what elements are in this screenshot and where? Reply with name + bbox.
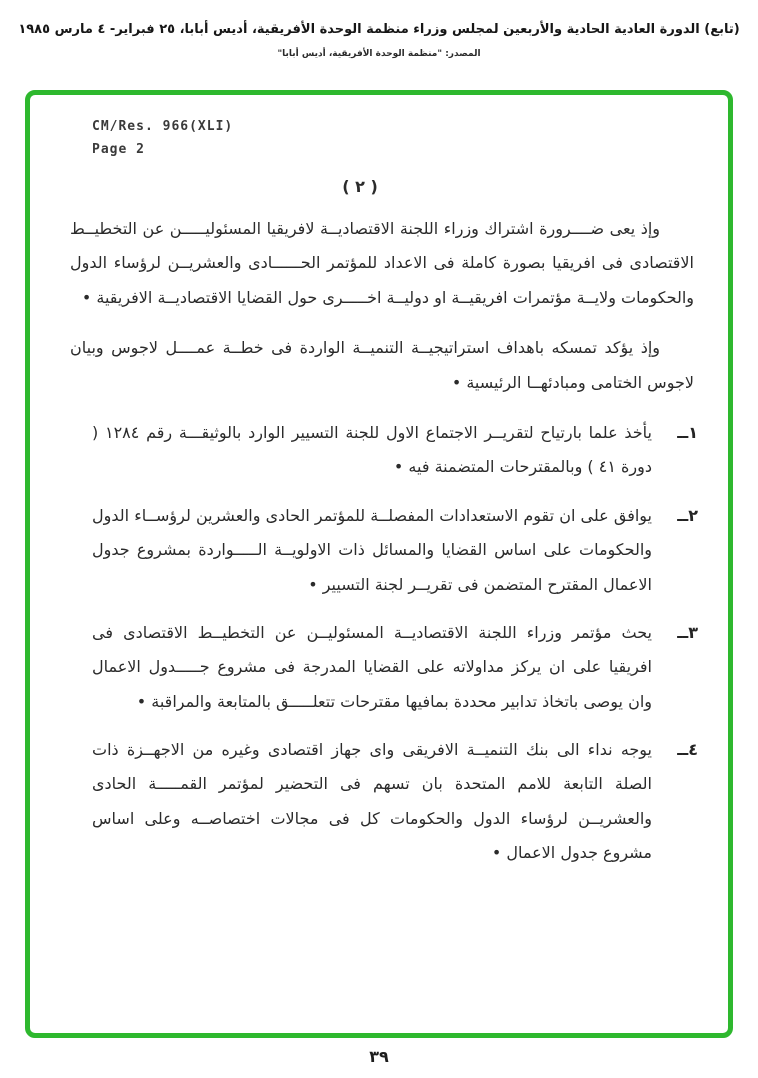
preamble-paragraph-2: وإذ يؤكد تمسكه باهداف استراتيجيــة التنميــة الواردة فى خطــة عمــــل لاجوس وبيان لاجوس الختامى ومبادئهــا الرئيسية • <box>70 338 694 392</box>
item-text: يأخذ علما بارتياح لتقريــر الاجتماع الاول للجنة التسيير الوارد بالوثيقـــة رقم ١٢٨٤ ( دورة ٤١ ) وبالمقترحات المتضمنة فيه • <box>92 422 653 477</box>
resolution-item-2 <box>70 499 698 602</box>
document-scan-frame <box>25 90 733 1038</box>
item-text: يوافق على ان تقوم الاستعدادات المفصلــة للمؤتمر الحادى والعشرين لرؤســاء الدول والحكومات على اساس القضايا والمسائل ذات الاولويــة الـــــواردة بمشروع جدول الاعمال المقترح المتضمن فى تقريــر لجنة التسيير • <box>92 505 652 594</box>
item-text: يحث مؤتمر وزراء اللجنة الاقتصاديــة المسئوليــن عن التخطيــط الاقتصادى فى افريقيا على ان يركز مداولاته على القضايا المدرجة فى مشروع جـــــدول الاعمال وان يوصى باتخاذ تدابير محددة بمافيها مقترحات تتعلـــــق بالمتابعة والمراقبة • <box>92 622 652 711</box>
item-number: ٢ــ <box>677 505 698 525</box>
preamble-paragraph-1: وإذ يعى ضــــرورة اشتراك وزراء اللجنة الاقتصاديــة لافريقيا المسئوليـــــن عن التخطيــط الاقتصادى فى افريقيا بصورة كاملة فى الاعداد للمؤتمر الحــــــادى والعشريــن لرؤساء الدول والحكومات ولايــة مؤتمرات افريقيــة او دوليــة اخـــــرى حول القضايا الاقتصاديــة الافريقية • <box>70 219 694 307</box>
resolution-item-4 <box>70 733 698 871</box>
item-text: يوجه نداء الى بنك التنميــة الافريقى واى جهاز اقتصادى وغيره من الاجهــزة ذات الصلة التابعة للامم المتحدة بان تسهم فى التحضير لمؤتمر القمـــــة الحادى والعشريــن لرؤساء الدول والحكومات كل فى مجالات اختصاصــه وعلى اساس مشروع جدول الاعمال • <box>92 740 652 863</box>
section-number: ( ٢ ) <box>342 177 378 196</box>
resolution-item-3 <box>70 616 698 719</box>
item-number: ٤ــ <box>677 740 698 760</box>
catalog-header-caption: (تابع) الدورة العادية الحادية والأربعين لمجلس وزراء منظمة الوحدة الأفريقية، أديس أبابا، ٢٥ فبراير- ٤ مارس ١٩٨٥ <box>18 22 740 37</box>
item-number: ١ــ <box>677 422 698 442</box>
document-reference: CM/Res. 966(XLI) <box>92 119 234 134</box>
resolution-item-1 <box>70 416 698 485</box>
source-caption: المصدر: "منظمة الوحدة الأفريقية، أديس أبابا" <box>277 49 481 59</box>
document-page-label: Page 2 <box>92 142 145 157</box>
item-number: ٣ــ <box>677 622 698 642</box>
page-number: ٣٩ <box>369 1047 389 1066</box>
